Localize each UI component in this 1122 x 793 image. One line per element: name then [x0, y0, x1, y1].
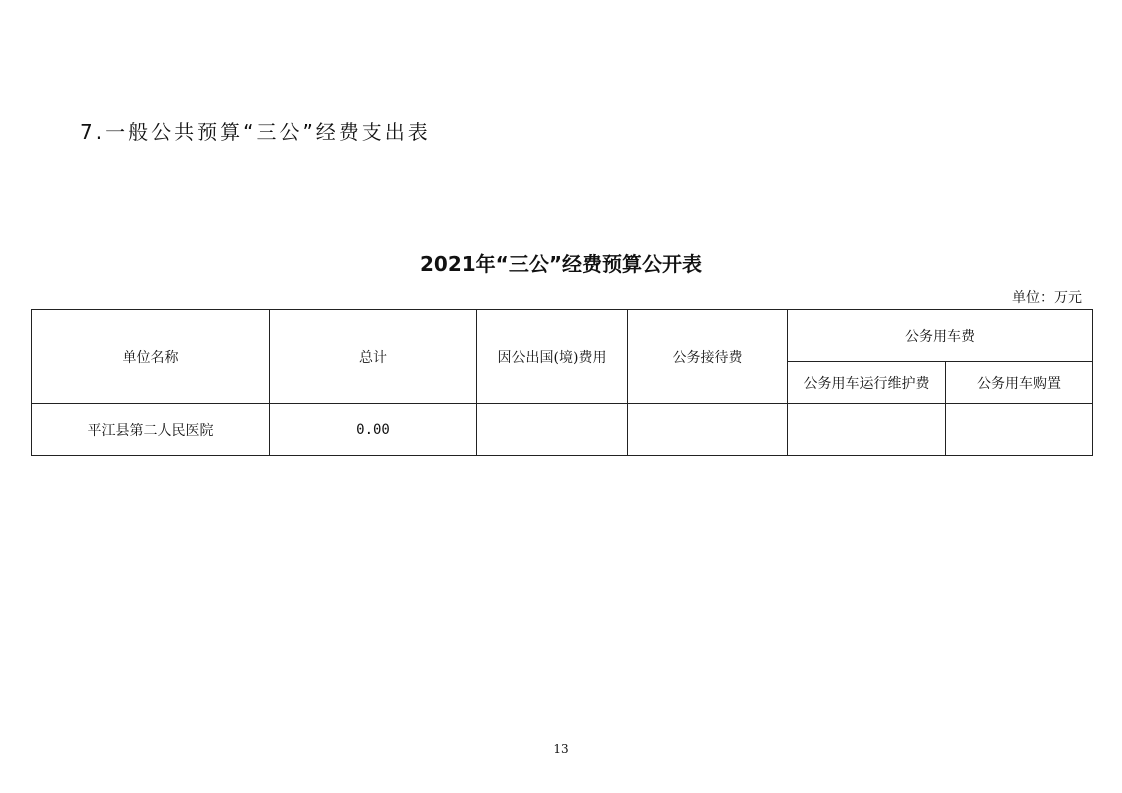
- header-unit-name: 单位名称: [32, 310, 270, 404]
- cell-reception: [628, 404, 788, 456]
- header-overseas: 因公出国(境)费用: [477, 310, 628, 404]
- cell-overseas: [477, 404, 628, 456]
- header-vehicle-operation: 公务用车运行维护费: [788, 362, 946, 404]
- cell-total: 0.00: [270, 404, 477, 456]
- section-heading: 7.一般公共预算“三公”经费支出表: [80, 120, 431, 144]
- table-title: 2021年“三公”经费预算公开表: [420, 252, 702, 276]
- header-vehicle-purchase: 公务用车购置: [946, 362, 1093, 404]
- cell-vehicle-operation: [788, 404, 946, 456]
- cell-unit-name: 平江县第二人民医院: [32, 404, 270, 456]
- table-row: [32, 404, 1093, 456]
- header-total: 总计: [270, 310, 477, 404]
- header-row: [32, 310, 1093, 362]
- budget-table: [31, 309, 1093, 456]
- header-vehicle: 公务用车费: [788, 310, 1093, 362]
- page-number: 13: [553, 742, 569, 756]
- header-reception: 公务接待费: [628, 310, 788, 404]
- cell-vehicle-purchase: [946, 404, 1093, 456]
- unit-label: 单位：万元: [1012, 290, 1082, 306]
